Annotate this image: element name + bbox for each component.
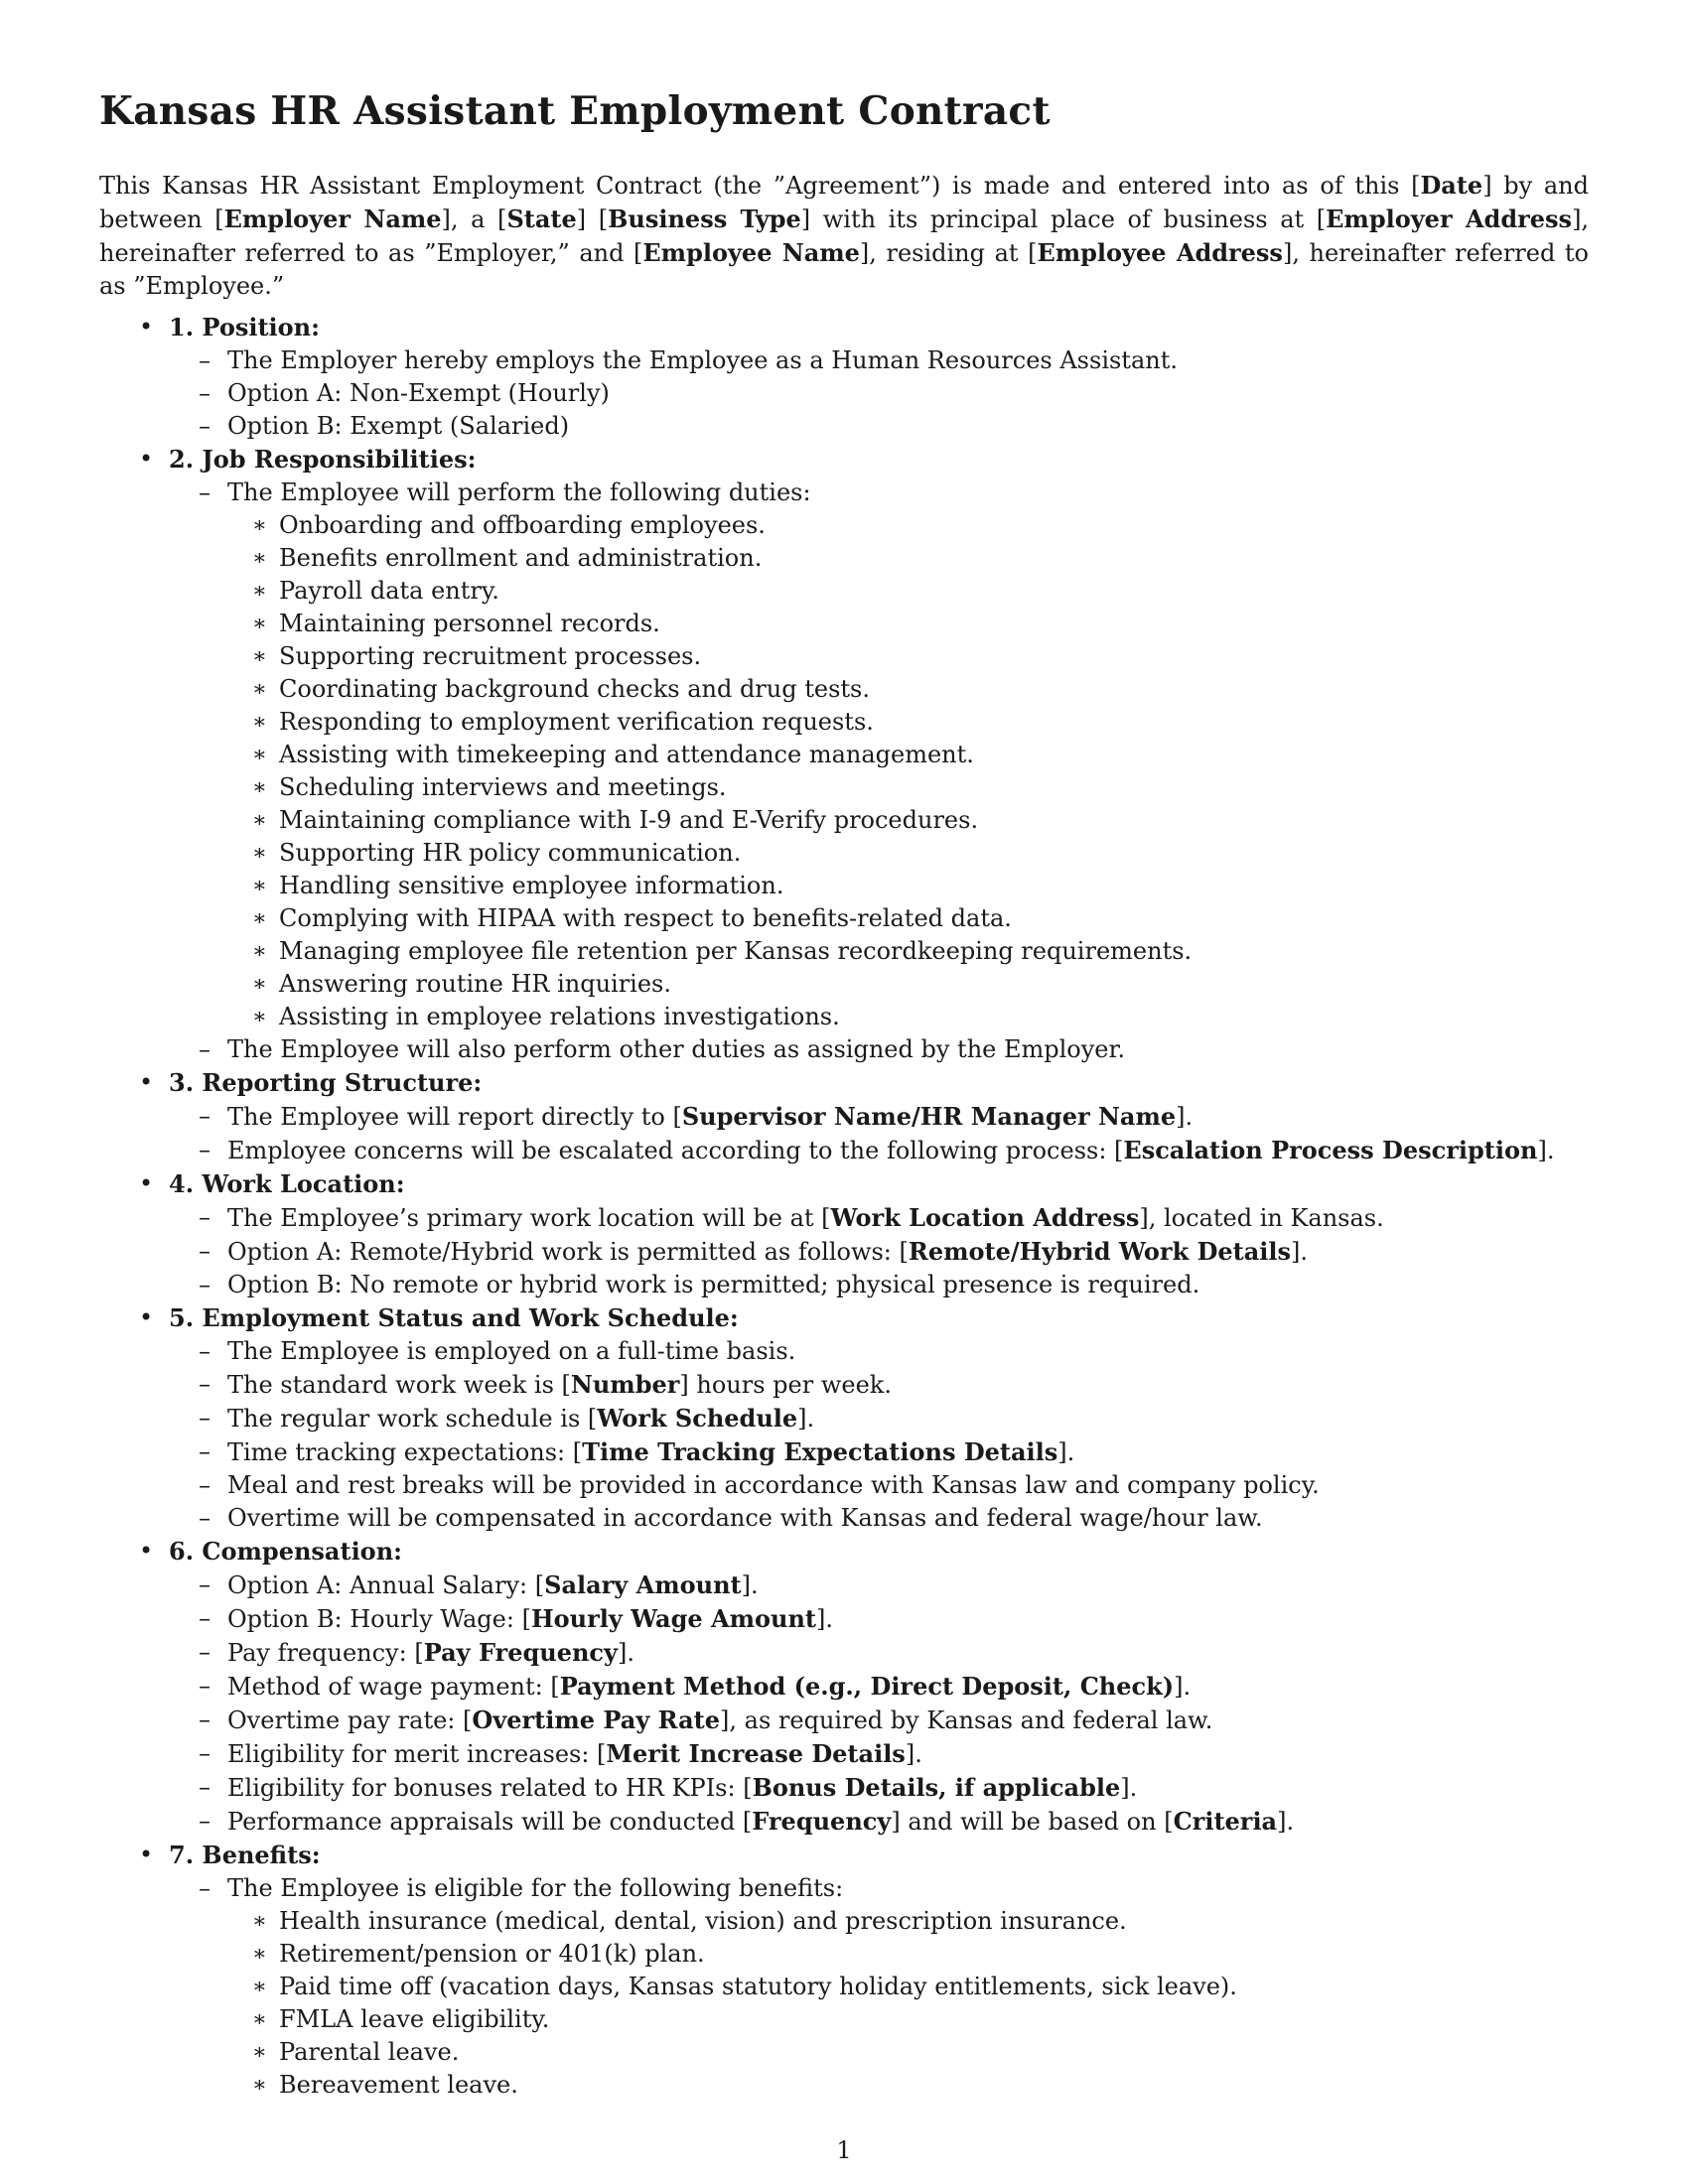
text-run: ]. <box>1537 1137 1555 1164</box>
section-items <box>169 1100 1589 1167</box>
dash-icon: – <box>199 1638 211 1666</box>
section-items <box>169 1335 1589 1535</box>
nested-list-item <box>227 902 1589 935</box>
nested-list-item <box>227 870 1589 902</box>
dash-icon: – <box>199 1504 211 1532</box>
placeholder-field: Overtime Pay Rate <box>472 1706 721 1734</box>
section-title: 5. Employment Status and Work Schedule: <box>169 1303 739 1332</box>
text-run: ]. <box>1120 1774 1138 1802</box>
text-run: Option B: No remote or hybrid work is permitted; physical presence is required. <box>227 1271 1200 1298</box>
bullet-icon: • <box>139 1303 154 1331</box>
text-run: ], residing at [ <box>859 239 1038 267</box>
placeholder-field: Pay Frequency <box>423 1638 618 1667</box>
asterisk-icon: ∗ <box>252 2040 267 2065</box>
list-item <box>169 1569 1589 1602</box>
nested-item-text: FMLA leave eligibility. <box>279 2005 550 2033</box>
nested-item-text: Onboarding and offboarding employees. <box>279 511 766 539</box>
dash-icon: – <box>199 1271 211 1298</box>
placeholder-field: Bonus Details, if applicable <box>752 1773 1121 1802</box>
asterisk-icon: ∗ <box>252 612 267 636</box>
text-run: ]. <box>1176 1103 1194 1131</box>
nested-list-item <box>227 1971 1589 2003</box>
nested-list-item <box>227 2069 1589 2102</box>
placeholder-field: Time Tracking Expectations Details <box>582 1437 1058 1466</box>
list-item <box>169 1201 1589 1235</box>
placeholder-field: Employer Address <box>1326 205 1573 233</box>
bullet-icon: • <box>139 445 154 473</box>
nested-list-item <box>227 542 1589 575</box>
asterisk-icon: ∗ <box>252 546 267 571</box>
text-run: ], a [ <box>441 205 507 233</box>
text-run: The Employer hereby employs the Employee as a Human Resources Assistant. <box>227 346 1178 374</box>
placeholder-field: Work Location Address <box>830 1203 1140 1232</box>
dash-icon: – <box>199 1604 211 1632</box>
asterisk-icon: ∗ <box>252 1909 267 1934</box>
placeholder-field: Date <box>1420 171 1483 200</box>
section-title: 7. Benefits: <box>169 1841 321 1869</box>
text-run: Option A: Remote/Hybrid work is permitted as follows: [ <box>227 1238 909 1266</box>
nested-list-item <box>227 706 1589 739</box>
text-run: ], located in Kansas. <box>1139 1204 1384 1232</box>
list-item <box>169 1502 1589 1535</box>
list-item <box>169 377 1589 410</box>
dash-icon: – <box>199 379 211 407</box>
dash-icon: – <box>199 412 211 440</box>
placeholder-field: Number <box>570 1370 680 1399</box>
text-run: ] [ <box>576 205 609 233</box>
text-run: The Employee will report directly to [ <box>227 1103 682 1131</box>
text-run: The Employee will perform the following duties: <box>227 478 811 506</box>
nested-list <box>227 1905 1589 2102</box>
nested-item-text: Retirement/pension or 401(k) plan. <box>279 1940 705 1968</box>
text-run: Meal and rest breaks will be provided in accordance with Kansas law and company policy. <box>227 1471 1320 1499</box>
list-item <box>169 1704 1589 1737</box>
dash-icon: – <box>199 1570 211 1598</box>
nested-list-item <box>227 673 1589 706</box>
text-run: Method of wage payment: [ <box>227 1673 560 1701</box>
nested-list-item <box>227 804 1589 837</box>
nested-item-text: Paid time off (vacation days, Kansas statutory holiday entitlements, sick leave). <box>279 1973 1237 2000</box>
text-run: Eligibility for merit increases: [ <box>227 1740 607 1768</box>
nested-item-text: Assisting in employee relations investigations. <box>279 1003 840 1030</box>
dash-icon: – <box>199 1773 211 1801</box>
nested-list-item <box>227 509 1589 542</box>
text-run: ], hereinafter referred to as ”Employer,” and [ <box>99 205 1590 267</box>
list-item <box>169 1335 1589 1368</box>
dash-icon: – <box>199 1471 211 1499</box>
text-run: Option A: Non-Exempt (Hourly) <box>227 379 610 407</box>
text-run: ]. <box>1277 1808 1295 1836</box>
asterisk-icon: ∗ <box>252 1942 267 1967</box>
list-item <box>169 1134 1589 1167</box>
text-run: The Employee is eligible for the following benefits: <box>227 1874 844 1902</box>
section-item <box>99 1301 1589 1535</box>
asterisk-icon: ∗ <box>252 841 267 866</box>
dash-icon: – <box>199 1807 211 1835</box>
asterisk-icon: ∗ <box>252 808 267 833</box>
nested-item-text: Answering routine HR inquiries. <box>279 970 671 998</box>
text-run: The Employee’s primary work location will be at [ <box>227 1204 831 1232</box>
asterisk-icon: ∗ <box>252 775 267 800</box>
dash-icon: – <box>199 1706 211 1733</box>
text-run: The Employee will also perform other duties as assigned by the Employer. <box>227 1035 1125 1063</box>
nested-item-text: Assisting with timekeeping and attendance management. <box>279 741 974 768</box>
bullet-icon: • <box>139 313 154 341</box>
nested-list-item <box>227 739 1589 771</box>
list-item <box>169 410 1589 443</box>
placeholder-field: Frequency <box>752 1807 892 1836</box>
text-run: Option B: Exempt (Salaried) <box>227 412 570 440</box>
nested-item-text: Maintaining compliance with I-9 and E-Verify procedures. <box>279 806 979 834</box>
nested-item-text: Supporting HR policy communication. <box>279 839 742 867</box>
asterisk-icon: ∗ <box>252 874 267 898</box>
list-item <box>169 1402 1589 1435</box>
list-item <box>169 1636 1589 1670</box>
dash-icon: – <box>199 1035 211 1063</box>
text-run: Eligibility for bonuses related to HR KPIs: [ <box>227 1774 753 1802</box>
bullet-icon: • <box>139 1841 154 1868</box>
list-item <box>169 1435 1589 1469</box>
placeholder-field: Criteria <box>1173 1807 1278 1836</box>
nested-item-text: Payroll data entry. <box>279 577 499 605</box>
bullet-icon: • <box>139 1537 154 1565</box>
placeholder-field: Remote/Hybrid Work Details <box>908 1237 1292 1266</box>
page-number: 1 <box>836 2136 852 2164</box>
list-item <box>169 1235 1589 1269</box>
text-run: Employee concerns will be escalated according to the following process: [ <box>227 1137 1124 1164</box>
asterisk-icon: ∗ <box>252 2073 267 2098</box>
placeholder-field: Business Type <box>608 205 801 233</box>
nested-item-text: Scheduling interviews and meetings. <box>279 773 727 801</box>
dash-icon: – <box>199 1739 211 1767</box>
nested-list-item <box>227 1938 1589 1971</box>
text-run: Performance appraisals will be conducted [ <box>227 1808 753 1836</box>
nested-list-item <box>227 935 1589 968</box>
list-item <box>169 1872 1589 2102</box>
nested-list-item <box>227 608 1589 640</box>
nested-list-item <box>227 771 1589 804</box>
text-run: ] and will be based on [ <box>891 1808 1174 1836</box>
dash-icon: – <box>199 478 211 506</box>
intro-paragraph <box>99 169 1589 303</box>
placeholder-field: Employer Name <box>223 205 442 233</box>
placeholder-field: Payment Method (e.g., Direct Deposit, Check) <box>559 1672 1175 1701</box>
document-page <box>99 87 1589 2102</box>
nested-list-item <box>227 640 1589 673</box>
text-run: Overtime will be compensated in accordance with Kansas and federal wage/hour law. <box>227 1504 1263 1532</box>
asterisk-icon: ∗ <box>252 677 267 702</box>
text-run: Time tracking expectations: [ <box>227 1438 583 1466</box>
text-run: ]. <box>1057 1438 1075 1466</box>
section-item <box>99 443 1589 1066</box>
placeholder-field: Hourly Wage Amount <box>530 1604 816 1633</box>
nested-item-text: Handling sensitive employee information. <box>279 872 784 899</box>
placeholder-field: Employee Address <box>1037 238 1283 267</box>
text-run: The standard work week is [ <box>227 1371 571 1399</box>
placeholder-field: Work Schedule <box>597 1404 798 1433</box>
section-title: 2. Job Responsibilities: <box>169 445 477 474</box>
text-run: Option B: Hourly Wage: [ <box>227 1605 531 1633</box>
bullet-icon: • <box>139 1169 154 1197</box>
nested-list-item <box>227 1001 1589 1033</box>
section-items <box>169 1569 1589 1839</box>
nested-item-text: Managing employee file retention per Kansas recordkeeping requirements. <box>279 937 1193 965</box>
placeholder-field: Salary Amount <box>544 1570 742 1599</box>
nested-list-item <box>227 968 1589 1001</box>
list-item <box>169 1269 1589 1301</box>
list-item <box>169 1670 1589 1704</box>
section-items <box>169 1872 1589 2102</box>
dash-icon: – <box>199 1874 211 1902</box>
dash-icon: – <box>199 1136 211 1163</box>
text-run: The Employee is employed on a full-time basis. <box>227 1337 796 1365</box>
asterisk-icon: ∗ <box>252 972 267 997</box>
placeholder-field: State <box>506 205 577 233</box>
section-title: 4. Work Location: <box>169 1169 405 1198</box>
nested-list <box>227 509 1589 1033</box>
text-run: ]. <box>797 1405 815 1433</box>
dash-icon: – <box>199 1203 211 1231</box>
list-item <box>169 1100 1589 1134</box>
section-title: 3. Reporting Structure: <box>169 1068 483 1097</box>
nested-item-text: Bereavement leave. <box>279 2071 518 2099</box>
dash-icon: – <box>199 1437 211 1465</box>
list-item <box>169 1602 1589 1636</box>
text-run: ]. <box>815 1605 833 1633</box>
nested-item-text: Complying with HIPAA with respect to benefits-related data. <box>279 904 1012 932</box>
section-item <box>99 1167 1589 1301</box>
placeholder-field: Employee Name <box>642 238 860 267</box>
asterisk-icon: ∗ <box>252 939 267 964</box>
nested-item-text: Supporting recruitment processes. <box>279 642 702 670</box>
dash-icon: – <box>199 1370 211 1398</box>
document-title: Kansas HR Assistant Employment Contract <box>99 88 1051 134</box>
nested-item-text: Parental leave. <box>279 2038 460 2066</box>
list-item <box>169 344 1589 377</box>
nested-item-text: Benefits enrollment and administration. <box>279 544 763 572</box>
text-run: ], as required by Kansas and federal law. <box>720 1706 1213 1734</box>
list-item <box>169 1771 1589 1805</box>
nested-list-item <box>227 575 1589 608</box>
text-run: The regular work schedule is [ <box>227 1405 598 1433</box>
placeholder-field: Merit Increase Details <box>606 1739 906 1768</box>
list-item <box>169 477 1589 1033</box>
section-item <box>99 1535 1589 1839</box>
nested-list-item <box>227 2003 1589 2036</box>
text-run: ]. <box>905 1740 922 1768</box>
asterisk-icon: ∗ <box>252 1975 267 1999</box>
nested-item-text: Health insurance (medical, dental, vision) and prescription insurance. <box>279 1907 1127 1935</box>
section-list <box>99 311 1589 2102</box>
section-title: 1. Position: <box>169 313 320 341</box>
asterisk-icon: ∗ <box>252 710 267 735</box>
asterisk-icon: ∗ <box>252 743 267 767</box>
asterisk-icon: ∗ <box>252 906 267 931</box>
text-run: Pay frequency: [ <box>227 1639 424 1667</box>
nested-list-item <box>227 1905 1589 1938</box>
text-run: ]. <box>1291 1238 1309 1266</box>
asterisk-icon: ∗ <box>252 2007 267 2032</box>
text-run: ] with its principal place of business at [ <box>800 205 1327 233</box>
section-item <box>99 1066 1589 1167</box>
dash-icon: – <box>199 1672 211 1700</box>
dash-icon: – <box>199 1237 211 1265</box>
dash-icon: – <box>199 1102 211 1130</box>
nested-list-item <box>227 837 1589 870</box>
list-item <box>169 1469 1589 1502</box>
dash-icon: – <box>199 1404 211 1432</box>
text-run: ]. <box>1174 1673 1192 1701</box>
placeholder-field: Escalation Process Description <box>1123 1136 1538 1164</box>
bullet-icon: • <box>139 1068 154 1096</box>
section-item <box>99 1839 1589 2102</box>
nested-item-text: Responding to employment verification requests. <box>279 708 874 736</box>
nested-item-text: Coordinating background checks and drug tests. <box>279 675 870 703</box>
text-run: This Kansas HR Assistant Employment Contract (the ”Agreement”) is made and entered into as of this [ <box>99 172 1421 200</box>
dash-icon: – <box>199 1337 211 1365</box>
section-items <box>169 344 1589 443</box>
placeholder-field: Supervisor Name/HR Manager Name <box>681 1102 1177 1131</box>
text-run: ]. <box>741 1571 759 1599</box>
asterisk-icon: ∗ <box>252 579 267 604</box>
text-run: Option A: Annual Salary: [ <box>227 1571 545 1599</box>
section-items <box>169 477 1589 1066</box>
list-item <box>169 1033 1589 1066</box>
list-item <box>169 1737 1589 1771</box>
text-run: ] hours per week. <box>679 1371 892 1399</box>
list-item <box>169 1368 1589 1402</box>
asterisk-icon: ∗ <box>252 644 267 669</box>
asterisk-icon: ∗ <box>252 1005 267 1029</box>
asterisk-icon: ∗ <box>252 513 267 538</box>
text-run: ]. <box>617 1639 634 1667</box>
section-items <box>169 1201 1589 1301</box>
dash-icon: – <box>199 346 211 374</box>
list-item <box>169 1805 1589 1839</box>
section-title: 6. Compensation: <box>169 1537 402 1566</box>
nested-item-text: Maintaining personnel records. <box>279 610 660 637</box>
text-run: ] by and between [ <box>99 172 1589 233</box>
text-run: Overtime pay rate: [ <box>227 1706 473 1734</box>
text-run: ], hereinafter referred to as ”Employee.” <box>99 239 1589 300</box>
section-item <box>99 311 1589 443</box>
nested-list-item <box>227 2036 1589 2069</box>
